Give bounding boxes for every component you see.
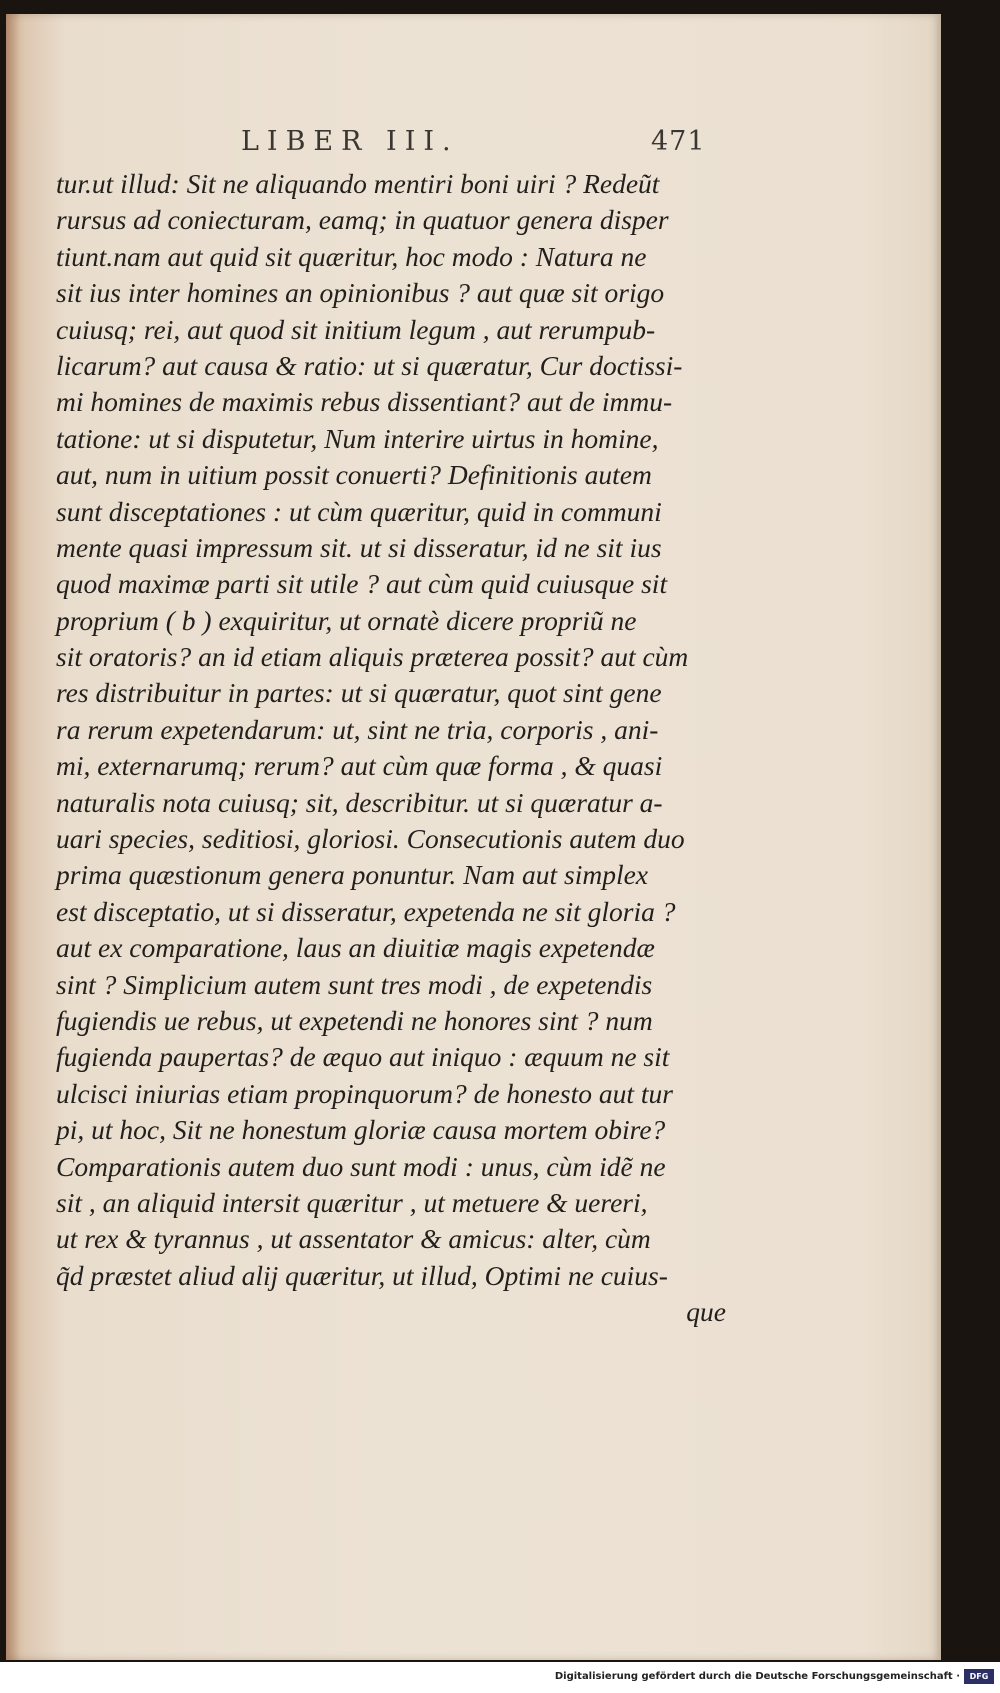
text-line: fugienda paupertas? de æquo aut iniquo : æquum ne sit — [56, 1041, 670, 1073]
text-line: uari species, seditiosi, gloriosi. Consecutionis autem duo — [56, 823, 685, 855]
text-line: rursus ad coniecturam, eamq; in quatuor genera disper — [56, 204, 669, 236]
text-line: tur.ut illud: Sit ne aliquando mentiri boni uiri ? Redeũt — [56, 168, 660, 199]
text-line: Comparationis autem duo sunt modi : unus, cùm idẽ ne — [56, 1150, 666, 1182]
text-line: sit , an aliquid intersit quæritur , ut metuere & uereri, — [56, 1186, 648, 1218]
text-line: ut rex & tyrannus , ut assentator & amicus: alter, cùm — [56, 1223, 651, 1255]
text-line: licarum? aut causa & ratio: ut si quæratur, Cur doctissi- — [56, 349, 683, 381]
text-line: sit oratoris? an id etiam aliquis prætereа possit? aut cùm — [56, 641, 689, 673]
text-line: tatione: ut si disputetur, Num interire uirtus in homine, — [56, 422, 659, 454]
running-title: LIBER III. — [241, 126, 459, 157]
text-line: prima quæstionum genera ponuntur. Nam aut simplex — [56, 859, 649, 891]
funding-credit: Digitalisierung gefördert durch die Deutsche Forschungsgemeinschaft · — [554, 1671, 960, 1682]
text-line: ulcisci iniurias etiam propinquorum? de honesto aut tur — [56, 1077, 673, 1109]
text-line: sit ius inter homines an opinionibus ? aut quæ sit origo — [56, 277, 665, 309]
text-line: ra rerum expetendarum: ut, sint ne tria, corporis , ani- — [56, 713, 659, 745]
text-line: quod maximæ parti sit utile ? aut cùm quid cuiusque sit — [56, 568, 668, 600]
book-page — [6, 14, 941, 1660]
text-line: pi, ut hoc, Sit ne honestum gloriæ causa mortem obire? — [56, 1114, 666, 1146]
text-line: sunt disceptationes : ut cùm quæritur, quid in communi — [56, 495, 662, 527]
text-line: fugiendis ue rebus, ut expetendi ne honores sint ? num — [56, 1004, 653, 1036]
text-line: mi homines de maximis rebus dissentiant? aut de immu- — [56, 386, 673, 418]
body-text — [56, 166, 736, 1331]
page-number: 471 — [651, 126, 706, 157]
text-line: naturalis nota cuiusq; sit, describitur. ut si quæratur a- — [56, 786, 663, 818]
running-head — [66, 126, 716, 162]
text-line: aut ex comparatione, laus an diuitiæ magis expetendæ — [56, 932, 655, 964]
text-line: q̃d præstet aliud alij quæritur, ut illud, Optimi ne cuius- — [56, 1259, 668, 1291]
text-line: aut, num in uitium possit conuerti? Definitionis autem — [56, 459, 652, 491]
digitization-footer — [0, 1662, 1000, 1693]
catchword: que — [686, 1296, 726, 1328]
dfg-logo-icon: DFG — [964, 1669, 994, 1684]
text-line: sint ? Simplicium autem sunt tres modi , de expetendis — [56, 968, 653, 1000]
text-line: mi, externarumq; rerum? aut cùm quæ forma , & quasi — [56, 750, 663, 782]
text-line: proprium ( b ) exquiritur, ut ornatè dicere propriũ ne — [56, 604, 637, 636]
text-line: mente quasi impressum sit. ut si disseratur, id ne sit ius — [56, 531, 662, 563]
text-line: tiunt.nam aut quid sit quæritur, hoc modo : Natura ne — [56, 240, 647, 272]
text-line: cuiusq; rei, aut quod sit initium legum , aut rerumpub- — [56, 313, 656, 345]
text-line: est disceptatio, ut si disseratur, expetenda ne sit gloria ? — [56, 895, 676, 927]
text-line: res distribuitur in partes: ut si quæratur, quot sint gene — [56, 677, 662, 709]
